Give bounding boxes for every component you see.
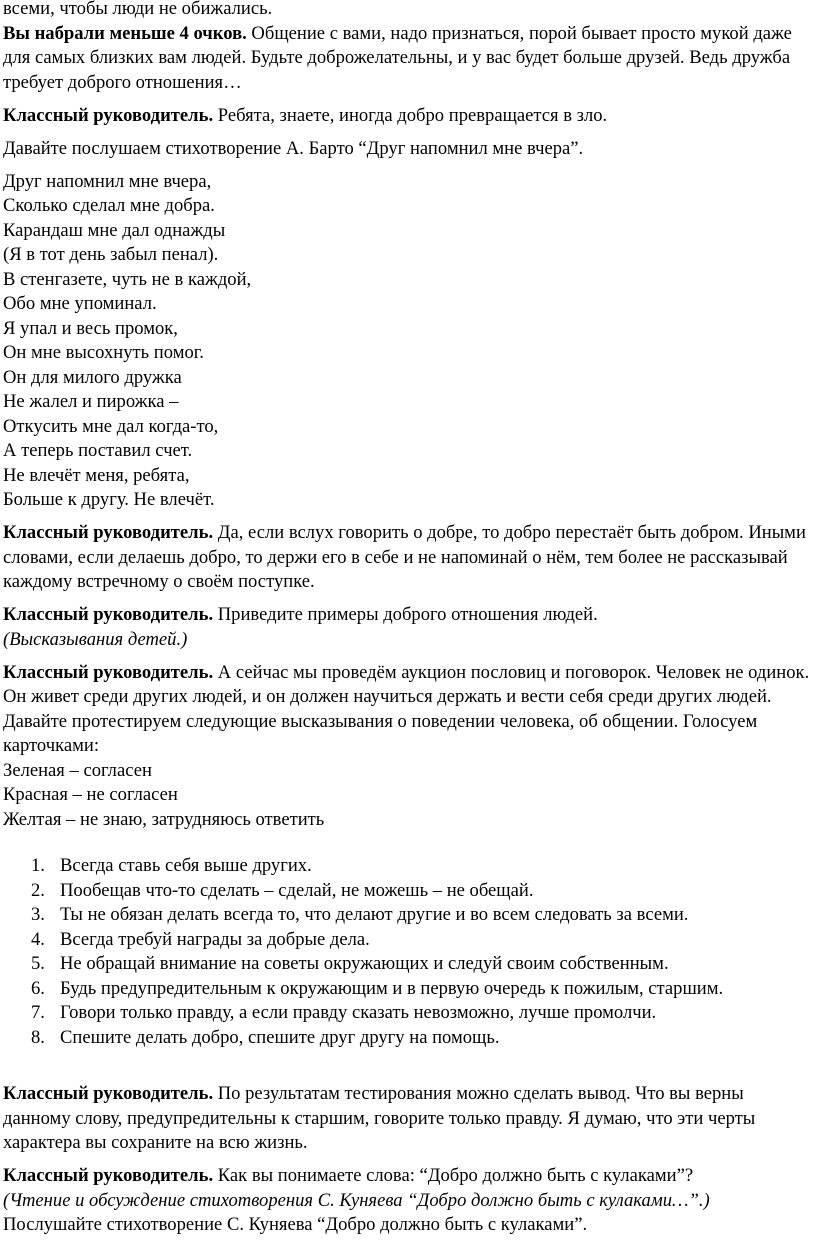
poem-line: Друг напомнил мне вчера, (3, 170, 212, 192)
speaker-label: Классный руководитель. (3, 1083, 214, 1104)
stage-direction: (Высказывания детей.) (3, 628, 188, 650)
poem-line: Не жалел и пирожка – (3, 391, 179, 412)
stage-direction: (Чтение и обсуждение стихотворения С. Куняева “Добро должно быть с кулаками…”.) (3, 1189, 710, 1211)
paragraph-score-result: Вы набрали меньше 4 очков. Общение с вами, надо признаться, порой бывает просто мукой даже для самых близких вам людей. Будьте доброжелательны, и у вас будет больше друзей. Ведь дружба требует доброго отношения… (3, 22, 792, 93)
list-item: 6. Будь предупредительным к окружающим и в первую очередь к пожилым, старшим. (31, 977, 724, 999)
list-item: 2. Пообещав что-то сделать – сделай, не можешь – не обещай. (31, 879, 534, 901)
speaker-label: Классный руководитель. (3, 661, 214, 683)
poem-line: Он мне высохнуть помог. (3, 342, 204, 363)
speaker-label: Классный руководитель. (3, 104, 214, 126)
list-item: 3. Ты не обязан делать всегда то, что делают другие и во всем следовать за всеми. (31, 904, 689, 925)
paragraph-intro-end: всеми, чтобы люди не обижались. (3, 0, 273, 19)
list-item: 1. Всегда ставь себя выше других. (31, 855, 312, 876)
poem-line: Карандаш мне дал однажды (3, 219, 226, 241)
poem-line: В стенгазете, чуть не в каждой, (3, 268, 252, 290)
paragraph-poem-intro: Давайте послушаем стихотворение А. Барто “Друг напомнил мне вчера”. (3, 137, 584, 159)
poem-line: Откусить мне дал когда-то, (3, 415, 219, 437)
card-option: Красная – не согласен (3, 784, 178, 805)
speaker-label: Классный руководитель. (3, 604, 214, 625)
speaker-label: Классный руководитель. (3, 522, 214, 543)
speaker-label: Классный руководитель. (3, 1165, 214, 1186)
poem-line: Больше к другу. Не влечёт. (3, 489, 215, 510)
paragraph-teacher-6: Классный руководитель. Как вы понимаете слова: “Добро должно быть с кулаками”? (Чтение и обсуждение стихотворения С. Куняева “Добро должно быть с кулаками…”.) Послушайте стихотворение С. Куняева “Добро должно быть с кулаками”. (3, 1165, 710, 1235)
card-option: Желтая – не знаю, затрудняюсь ответить (3, 808, 325, 830)
poem-line: Сколько сделал мне добра. (3, 195, 215, 216)
list-item: 4. Всегда требуй награды за добрые дела. (31, 928, 370, 950)
poem-line: Он для милого дружка (3, 366, 182, 388)
paragraph-teacher-4: Классный руководитель. А сейчас мы проведём аукцион пословиц и поговорок. Человек не одинок. Он живет среди других людей, и он должен научиться держать и вести себя среди других людей. Давайте протестируем следующие высказывания о поведении человека, об общении. Голосуем карточками: (3, 661, 810, 756)
poem-line: Обо мне упоминал. (3, 293, 157, 314)
poem-line: А теперь поставил счет. (3, 440, 193, 461)
document-page (3, 0, 813, 1238)
list-item: 7. Говори только правду, а если правду сказать невозможно, лучше промолчи. (31, 1002, 657, 1023)
paragraph-teacher-5: Классный руководитель. По результатам тестирования можно сделать вывод. Что вы верны данному слову, предупредительны к старшим, говорите только правду. Я думаю, что эти черты характера вы сохраните на всю жизнь. (3, 1083, 756, 1153)
card-option: Зеленая – согласен (3, 759, 152, 781)
poem-line: (Я в тот день забыл пенал). (3, 244, 219, 265)
paragraph-teacher-1: Классный руководитель. Ребята, знаете, иногда добро превращается в зло. (3, 104, 608, 126)
list-item: 5. Не обращай внимание на советы окружающих и следуй своим собственным. (31, 953, 669, 974)
voting-cards (3, 759, 813, 833)
paragraph-teacher-3: Классный руководитель. Приведите примеры доброго отношения людей. (Высказывания детей.) (3, 604, 598, 650)
score-heading: Вы набрали меньше 4 очков. (3, 22, 247, 44)
paragraph-teacher-2: Классный руководитель. Да, если вслух говорить о добре, то добро перестаёт быть добром. Иными словами, если делаешь добро, то держи его в себе и не напоминай о нём, тем более не рассказывай каждому встречному о своём поступке. (3, 522, 806, 592)
poem-line: Не влечёт меня, ребята, (3, 464, 190, 486)
statements-list (3, 854, 813, 1050)
poem-line: Я упал и весь промок, (3, 317, 178, 339)
list-item: 8. Спешите делать добро, спешите друг другу на помощь. (31, 1026, 500, 1048)
poem-barto (3, 170, 813, 513)
